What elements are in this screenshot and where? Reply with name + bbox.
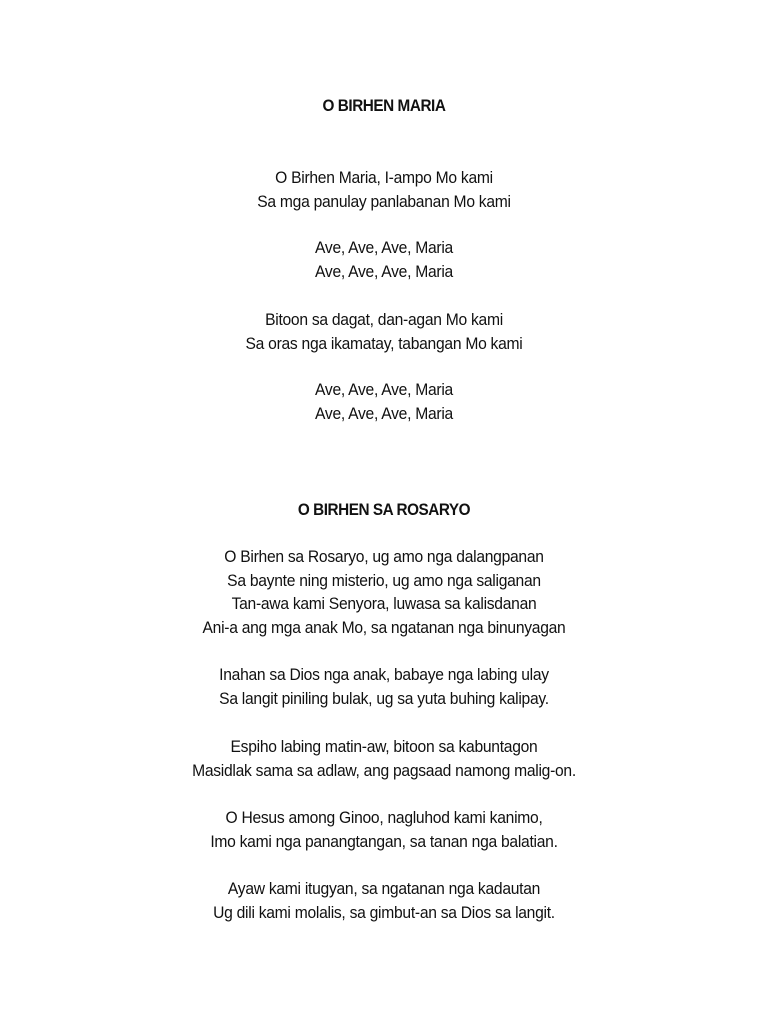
lyric-line: Tan-awa kami Senyora, luwasa sa kalisdanan xyxy=(231,594,537,613)
lyric-line: Sa mga panulay panlabanan Mo kami xyxy=(257,191,511,211)
lyric-line: Inahan sa Dios nga anak, babaye nga labing ulay xyxy=(219,665,549,684)
song2-stanza-4 xyxy=(0,806,768,853)
lyric-line: Espiho labing matin-aw, bitoon sa kabuntagon xyxy=(230,737,538,756)
lyric-line: Bitoon sa dagat, dan-agan Mo kami xyxy=(265,310,503,329)
lyric-line: Sa baynte ning misterio, ug amo nga saliganan xyxy=(227,570,541,590)
lyric-line: O Hesus among Ginoo, nagluhod kami kanimo, xyxy=(225,808,543,827)
song-title-o-birhen-maria: O BIRHEN MARIA xyxy=(322,96,446,115)
song2-stanza-5 xyxy=(0,877,768,924)
lyric-line: Ave, Ave, Ave, Maria xyxy=(315,238,453,257)
lyric-line: Ave, Ave, Ave, Maria xyxy=(315,380,453,399)
song-title-o-birhen-sa-rosaryo: O BIRHEN SA ROSARYO xyxy=(297,500,471,519)
lyric-line: Sa langit piniling bulak, ug sa yuta buhing kalipay. xyxy=(219,688,549,708)
song1-stanza-3 xyxy=(0,308,768,355)
lyric-line: Masidlak sama sa adlaw, ang pagsaad namong malig-on. xyxy=(192,760,576,780)
song2-stanza-2 xyxy=(0,663,768,710)
lyric-line: Sa oras nga ikamatay, tabangan Mo kami xyxy=(245,333,523,353)
lyric-line: Imo kami nga panangtangan, sa tanan nga balatian. xyxy=(210,831,558,851)
lyric-line: Ave, Ave, Ave, Maria xyxy=(315,261,453,281)
song1-stanza-1 xyxy=(0,166,768,213)
lyric-line: O Birhen Maria, I-ampo Mo kami xyxy=(275,168,493,187)
song1-stanza-4 xyxy=(0,378,768,425)
lyric-line: O Birhen sa Rosaryo, ug amo nga dalangpanan xyxy=(224,547,544,566)
song2-stanza-3 xyxy=(0,735,768,782)
lyric-line: Ani-a ang mga anak Mo, sa ngatanan nga binunyagan xyxy=(202,617,566,637)
song1-stanza-2 xyxy=(0,236,768,283)
song2-stanza-1 xyxy=(0,545,768,639)
lyric-line: Ug dili kami molalis, sa gimbut-an sa Dios sa langit. xyxy=(213,902,555,922)
lyric-line: Ayaw kami itugyan, sa ngatanan nga kadautan xyxy=(227,879,541,898)
lyric-line: Ave, Ave, Ave, Maria xyxy=(315,403,453,423)
